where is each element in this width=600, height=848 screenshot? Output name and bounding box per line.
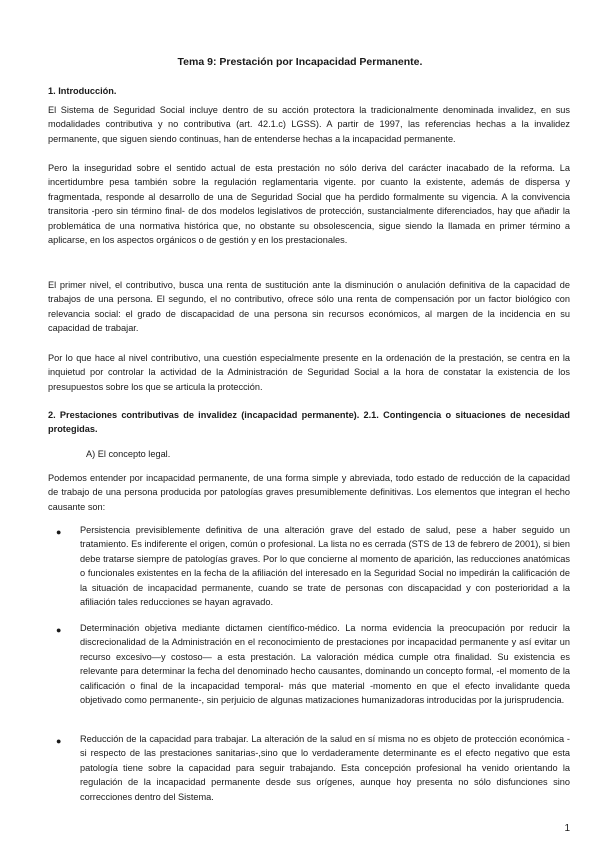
section-2-heading: 2. Prestaciones contributivas de invalidez (incapacidad permanente). 2.1. Contingencia o situaciones de necesidad protegidas. xyxy=(48,410,570,435)
document-title: Tema 9: Prestación por Incapacidad Permanente. xyxy=(177,56,423,68)
section-2-intro: Podemos entender por incapacidad permanente, de una forma simple y abreviada, todo estado de reducción de la capacidad de trabajo de una persona producida por patologías graves presumiblemente definitivas. Los elementos que integran el hecho causante son: xyxy=(48,473,570,512)
paragraph-2: Pero la inseguridad sobre el sentido actual de esta prestación no sólo deriva del carácter inacabado de la reforma. La incertidumbre pesa también sobre la regulación reglamentaria vigente. por cuanto la existente, además de dispersa y fragmentada, responde al desarrollo de una de Seguridad Social que ha perdido formalmente su vigencia. A la convivencia transitoria -pero sin término final- de dos modelos legislativos de protección, sustancialmente diferenciados, hay que añadir la problemática de una normativa histórica que, no obstante su obsolescencia, sigue siendo la llamada en primer término a aplicarse, en los aspectos orgánicos o de gestión y en los prestacionales. xyxy=(48,163,570,246)
bullet-item-1: Persistencia previsiblemente definitiva de una alteración grave del estado de salud, pese a haber seguido un tratamiento. Es indiferente el origen, común o profesional. La lista no es cerrada (STS de 13 de febrero de 2001), si bien debe tratarse siempre de patologías graves. Por lo que concierne al momento de aparición, las reducciones anatómicas o funcionales existentes en la fecha de la afiliación del interesado en la Seguridad Social no impedirán la calificación de la situación de incapacidad permanente, cuando se trate de personas con discapacidad y con posterioridad a la afiliación tales reducciones se hayan agravado. xyxy=(80,525,570,608)
subheading-concepto-legal: A) El concepto legal. xyxy=(86,449,171,459)
bullet-item-3: Reducción de la capacidad para trabajar. La alteración de la salud en sí misma no es objeto de protección económica -si respecto de las prestaciones sanitarias-,sino que lo verdaderamente determinante es el efecto negativo que esta patología tiene sobre la capacidad para seguir trabajando. Esta concepción profesional ha venido orientando la regulación de la incapacidad permanente desde sus orígenes, aunque hoy presenta no sólo disfunciones sino correcciones dentro del Sistema. xyxy=(80,734,570,802)
bullet-item-2: Determinación objetiva mediante dictamen científico-médico. La norma evidencia la preocupación por reducir la discrecionalidad de la Administración en el reconocimiento de prestaciones por incapacidad permanente y así evitar un recurso excesivo—y costoso— a esta prestación. La valoración médica cumple otra finalidad. Su existencia es relevante para determinar la fecha del denominado hecho causantes, dominando un concepto formal, -el momento de la calificación o final de la incapacidad temporal- más que material -momento en que el efecto invalidante queda objetivado como permanente-, sin perjuicio de algunas matizaciones humanizadoras introducidas por la jurisprudencia. xyxy=(80,623,570,706)
bullet-marker: ● xyxy=(56,527,62,537)
bullet-marker: ● xyxy=(56,625,62,635)
bullet-marker: ● xyxy=(56,736,62,746)
section-1-heading: 1. Introducción. xyxy=(48,86,117,96)
paragraph-3: El primer nivel, el contributivo, busca una renta de sustitución ante la disminución o anulación definitiva de la capacidad de trabajos de una persona. El segundo, el no contributivo, ofrece sólo una renta de compensación por un factor biológico con relevancia social: el grado de discapacidad de una persona sin recursos económicos, al margen de la incidencia en su capacidad de trabajar. xyxy=(48,280,570,334)
paragraph-4: Por lo que hace al nivel contributivo, una cuestión especialmente presente en la ordenación de la prestación, se centra en la inquietud por controlar la actividad de la Administración de Seguridad Social a la hora de constatar la existencia de los presupuestos sobre los que se articula la protección. xyxy=(48,353,570,392)
paragraph-1: El Sistema de Seguridad Social incluye dentro de su acción protectora la tradicionalmente denominada invalidez, en sus modalidades contributiva y no contributiva (art. 42.1.c) LGSS). A partir de 1997, las referencias hechas a la invalidez permanente, que siguen siendo continuas, han de entenderse hechas a la incapacidad permanente. xyxy=(48,105,570,144)
page-number: 1 xyxy=(564,823,570,834)
